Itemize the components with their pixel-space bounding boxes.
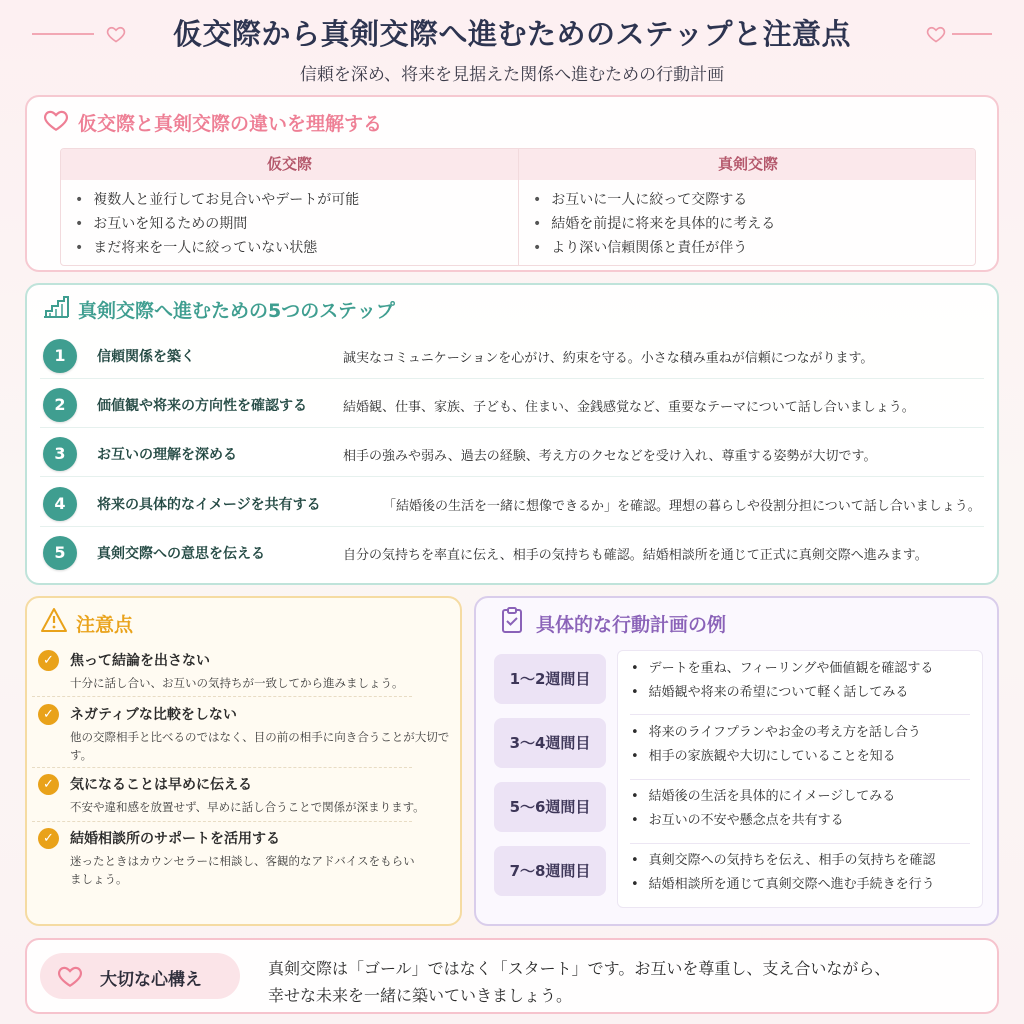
warning-icon	[40, 607, 68, 633]
list-item: • 結婚を前提に将来を具体的に考える	[533, 212, 976, 236]
caution-title: 気になることは早めに伝える	[70, 777, 252, 793]
step-title: 将来の具体的なイメージを共有する	[97, 497, 321, 513]
heart-icon	[42, 107, 70, 133]
step-title: 価値観や将来の方向性を確認する	[97, 398, 307, 414]
divider	[32, 696, 412, 697]
step-number: 4	[43, 487, 77, 521]
mindset-text	[268, 955, 968, 1009]
divider	[630, 714, 970, 715]
step-description: 結婚観、仕事、家族、子ども、住まい、金銭感覚など、重要なテーマについて話し合いましょう。	[343, 400, 915, 415]
stairs-icon	[42, 295, 70, 319]
column-header: 真剣交際	[519, 149, 976, 180]
caution-description: 他の交際相手と比べるのではなく、目の前の相手に向き合うことが大切です。	[70, 730, 450, 762]
plan-task: • 真剣交際への気持ちを伝え、相手の気持ちを確認	[617, 849, 982, 873]
clipboard-check-icon	[500, 606, 524, 634]
caution-item	[38, 774, 450, 824]
check-icon: ✓	[38, 774, 59, 795]
step-description: 「結婚後の生活を一緒に想像できるか」を確認。理想の暮らしや役割分担について話し合いましょう。	[383, 499, 981, 514]
list-item: • まだ将来を一人に絞っていない状態	[75, 236, 518, 260]
plan-task: • 結婚観や将来の希望について軽く話してみる	[617, 681, 982, 705]
divider	[32, 767, 412, 768]
heart-icon	[56, 963, 84, 989]
caution-description: 不安や違和感を放置せず、早めに話し合うことで関係が深まります。	[70, 800, 425, 814]
column-header: 仮交際	[61, 149, 518, 180]
list-item: • より深い信頼関係と責任が伴う	[533, 236, 976, 260]
step-title: 信頼関係を築く	[97, 349, 195, 365]
step-row	[40, 382, 984, 428]
check-icon: ✓	[38, 650, 59, 671]
plan-period: 5〜6週間目	[494, 782, 606, 832]
caution-title: 結婚相談所のサポートを活用する	[70, 831, 280, 847]
plan-period: 3〜4週間目	[494, 718, 606, 768]
plan-task: • デートを重ね、フィーリングや価値観を確認する	[617, 657, 982, 681]
divider	[630, 843, 970, 844]
serious-column	[519, 149, 976, 266]
comparison-heading: 仮交際と真剣交際の違いを理解する	[78, 113, 383, 135]
plan-task: • 結婚相談所を通じて真剣交際へ進む手続きを行う	[617, 873, 982, 897]
step-title: お互いの理解を深める	[97, 447, 237, 463]
caution-item	[38, 650, 450, 700]
list-item: • 複数人と並行してお見合いやデートが可能	[75, 188, 518, 212]
header-ornament-right	[922, 22, 992, 46]
divider	[32, 821, 412, 822]
step-row	[40, 530, 984, 576]
page-header	[0, 0, 1024, 92]
comparison-table	[60, 148, 976, 266]
check-icon: ✓	[38, 704, 59, 725]
caution-item	[38, 828, 450, 890]
step-description: 相手の強みや弱み、過去の経験、考え方のクセなどを受け入れ、尊重する姿勢が大切です。	[343, 449, 877, 464]
heart-icon	[926, 24, 946, 44]
plan-period: 1〜2週間目	[494, 654, 606, 704]
caution-title: 焦って結論を出さない	[70, 653, 210, 669]
caution-title: ネガティブな比較をしない	[70, 707, 237, 723]
divider	[630, 779, 970, 780]
mindset-line: 幸せな未来を一緒に築いていきましょう。	[268, 986, 573, 1005]
caution-description: 十分に話し合い、お互いの気持ちが一致してから進みましょう。	[70, 676, 404, 690]
step-number: 1	[43, 339, 77, 373]
plan-task: • 結婚後の生活を具体的にイメージしてみる	[617, 785, 982, 809]
step-row	[40, 481, 984, 527]
caution-description: 迷ったときはカウンセラーに相談し、客観的なアドバイスをもらいましょう。	[70, 854, 415, 886]
action-plan-heading: 具体的な行動計画の例	[536, 614, 727, 636]
provisional-column	[61, 149, 519, 266]
step-number: 3	[43, 437, 77, 471]
step-number: 5	[43, 536, 77, 570]
plan-task: • 相手の家族観や大切にしていることを知る	[617, 745, 982, 769]
plan-period: 7〜8週間目	[494, 846, 606, 896]
mindset-line: 真剣交際は「ゴール」ではなく「スタート」です。お互いを尊重し、支え合いながら、	[268, 959, 891, 978]
step-row	[40, 333, 984, 379]
steps-heading: 真剣交際へ進むための5つのステップ	[78, 300, 395, 322]
list-item: • お互いを知るための期間	[75, 212, 518, 236]
check-icon: ✓	[38, 828, 59, 849]
caution-item	[38, 704, 450, 766]
cautions-heading: 注意点	[76, 614, 134, 636]
step-description: 誠実なコミュニケーションを心がけ、約束を守る。小さな積み重ねが信頼につながります。	[343, 351, 874, 366]
mindset-label: 大切な心構え	[100, 970, 202, 990]
step-title: 真剣交際への意思を伝える	[97, 546, 265, 562]
step-number: 2	[43, 388, 77, 422]
plan-task: • お互いの不安や懸念点を共有する	[617, 809, 982, 833]
step-description: 自分の気持ちを率直に伝え、相手の気持ちも確認。結婚相談所を通じて正式に真剣交際へ進みます。	[343, 548, 928, 563]
page-subtitle: 信頼を深め、将来を見据えた関係へ進むための行動計画	[299, 65, 725, 85]
page-title: 仮交際から真剣交際へ進むためのステップと注意点	[173, 17, 851, 51]
list-item: • お互いに一人に絞って交際する	[533, 188, 976, 212]
plan-task: • 将来のライフプランやお金の考え方を話し合う	[617, 721, 982, 745]
step-row	[40, 431, 984, 477]
